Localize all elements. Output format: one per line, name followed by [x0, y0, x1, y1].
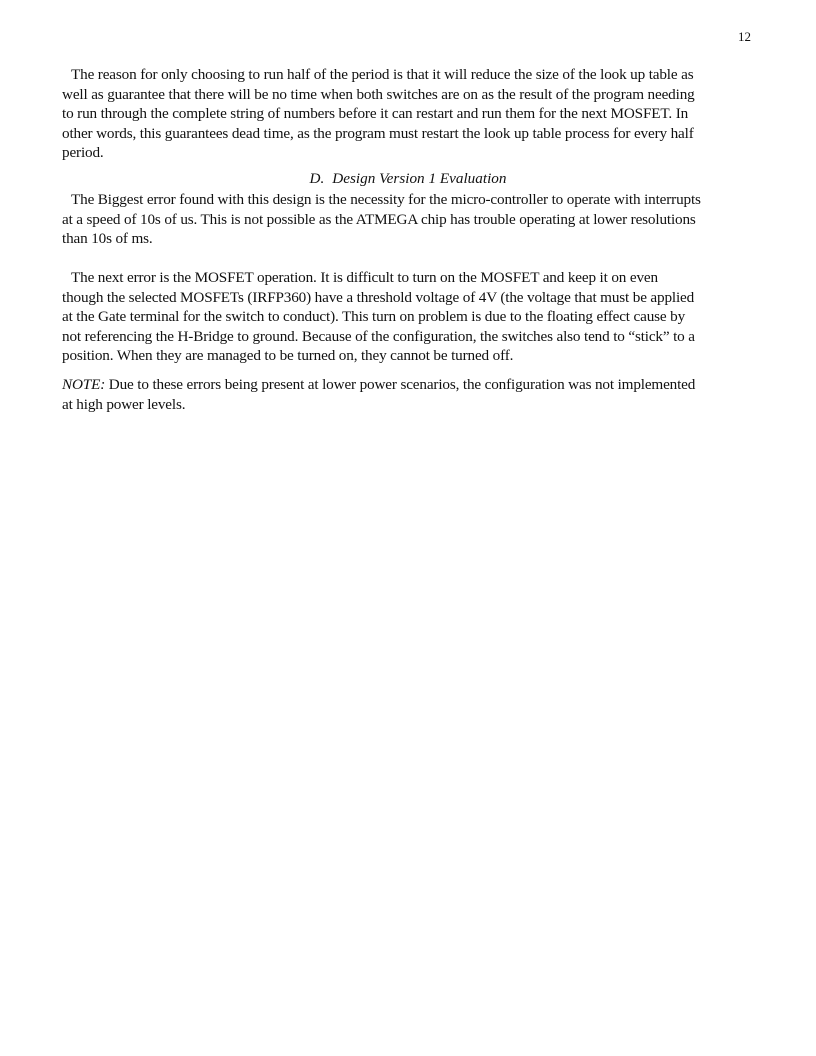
text-line: other words, this guarantees dead time, as the program must restart the look up table process for every half: [62, 124, 694, 142]
section-heading: [0, 170, 816, 188]
paragraph-half-period: [62, 65, 762, 163]
note-label: NOTE:: [62, 376, 106, 393]
section-number: D.: [309, 170, 325, 187]
text-line: at high power levels.: [62, 395, 186, 413]
text-line: The next error is the MOSFET operation. It is difficult to turn on the MOSFET and keep it on even: [71, 269, 658, 286]
paragraph-mosfet-error: [62, 268, 762, 366]
paragraph-biggest-error: [62, 190, 762, 249]
section-title: Design Version 1 Evaluation: [332, 170, 507, 187]
text-line: period.: [62, 144, 104, 162]
text-line: The Biggest error found with this design is the necessity for the micro-controller to operate with interrupts: [71, 191, 701, 208]
text-line: not referencing the H-Bridge to ground. Because of the configuration, the switches also tend to “stick” to a: [62, 327, 695, 345]
text-line: though the selected MOSFETs (IRFP360) have a threshold voltage of 4V (the voltage that must be applied: [62, 288, 695, 306]
text-line: position. When they are managed to be turned on, they cannot be turned off.: [62, 347, 514, 365]
page-number: 12: [738, 29, 751, 44]
text-line: at the Gate terminal for the switch to conduct). This turn on problem is due to the floating effect cause by: [62, 308, 686, 326]
text-line: well as guarantee that there will be no time when both switches are on as the result of the program needing: [62, 85, 695, 103]
text-line: Due to these errors being present at lower power scenarios, the configuration was not implemented: [105, 376, 696, 393]
text-line: at a speed of 10s of us. This is not possible as the ATMEGA chip has trouble operating at lower resolutions: [62, 210, 696, 228]
text-line: to run through the complete string of numbers before it can restart and run them for the next MOSFET. In: [62, 105, 689, 123]
text-line: The reason for only choosing to run half of the period is that it will reduce the size of the look up table as: [71, 66, 694, 83]
note-paragraph: [62, 375, 762, 414]
text-line: than 10s of ms.: [62, 230, 153, 248]
